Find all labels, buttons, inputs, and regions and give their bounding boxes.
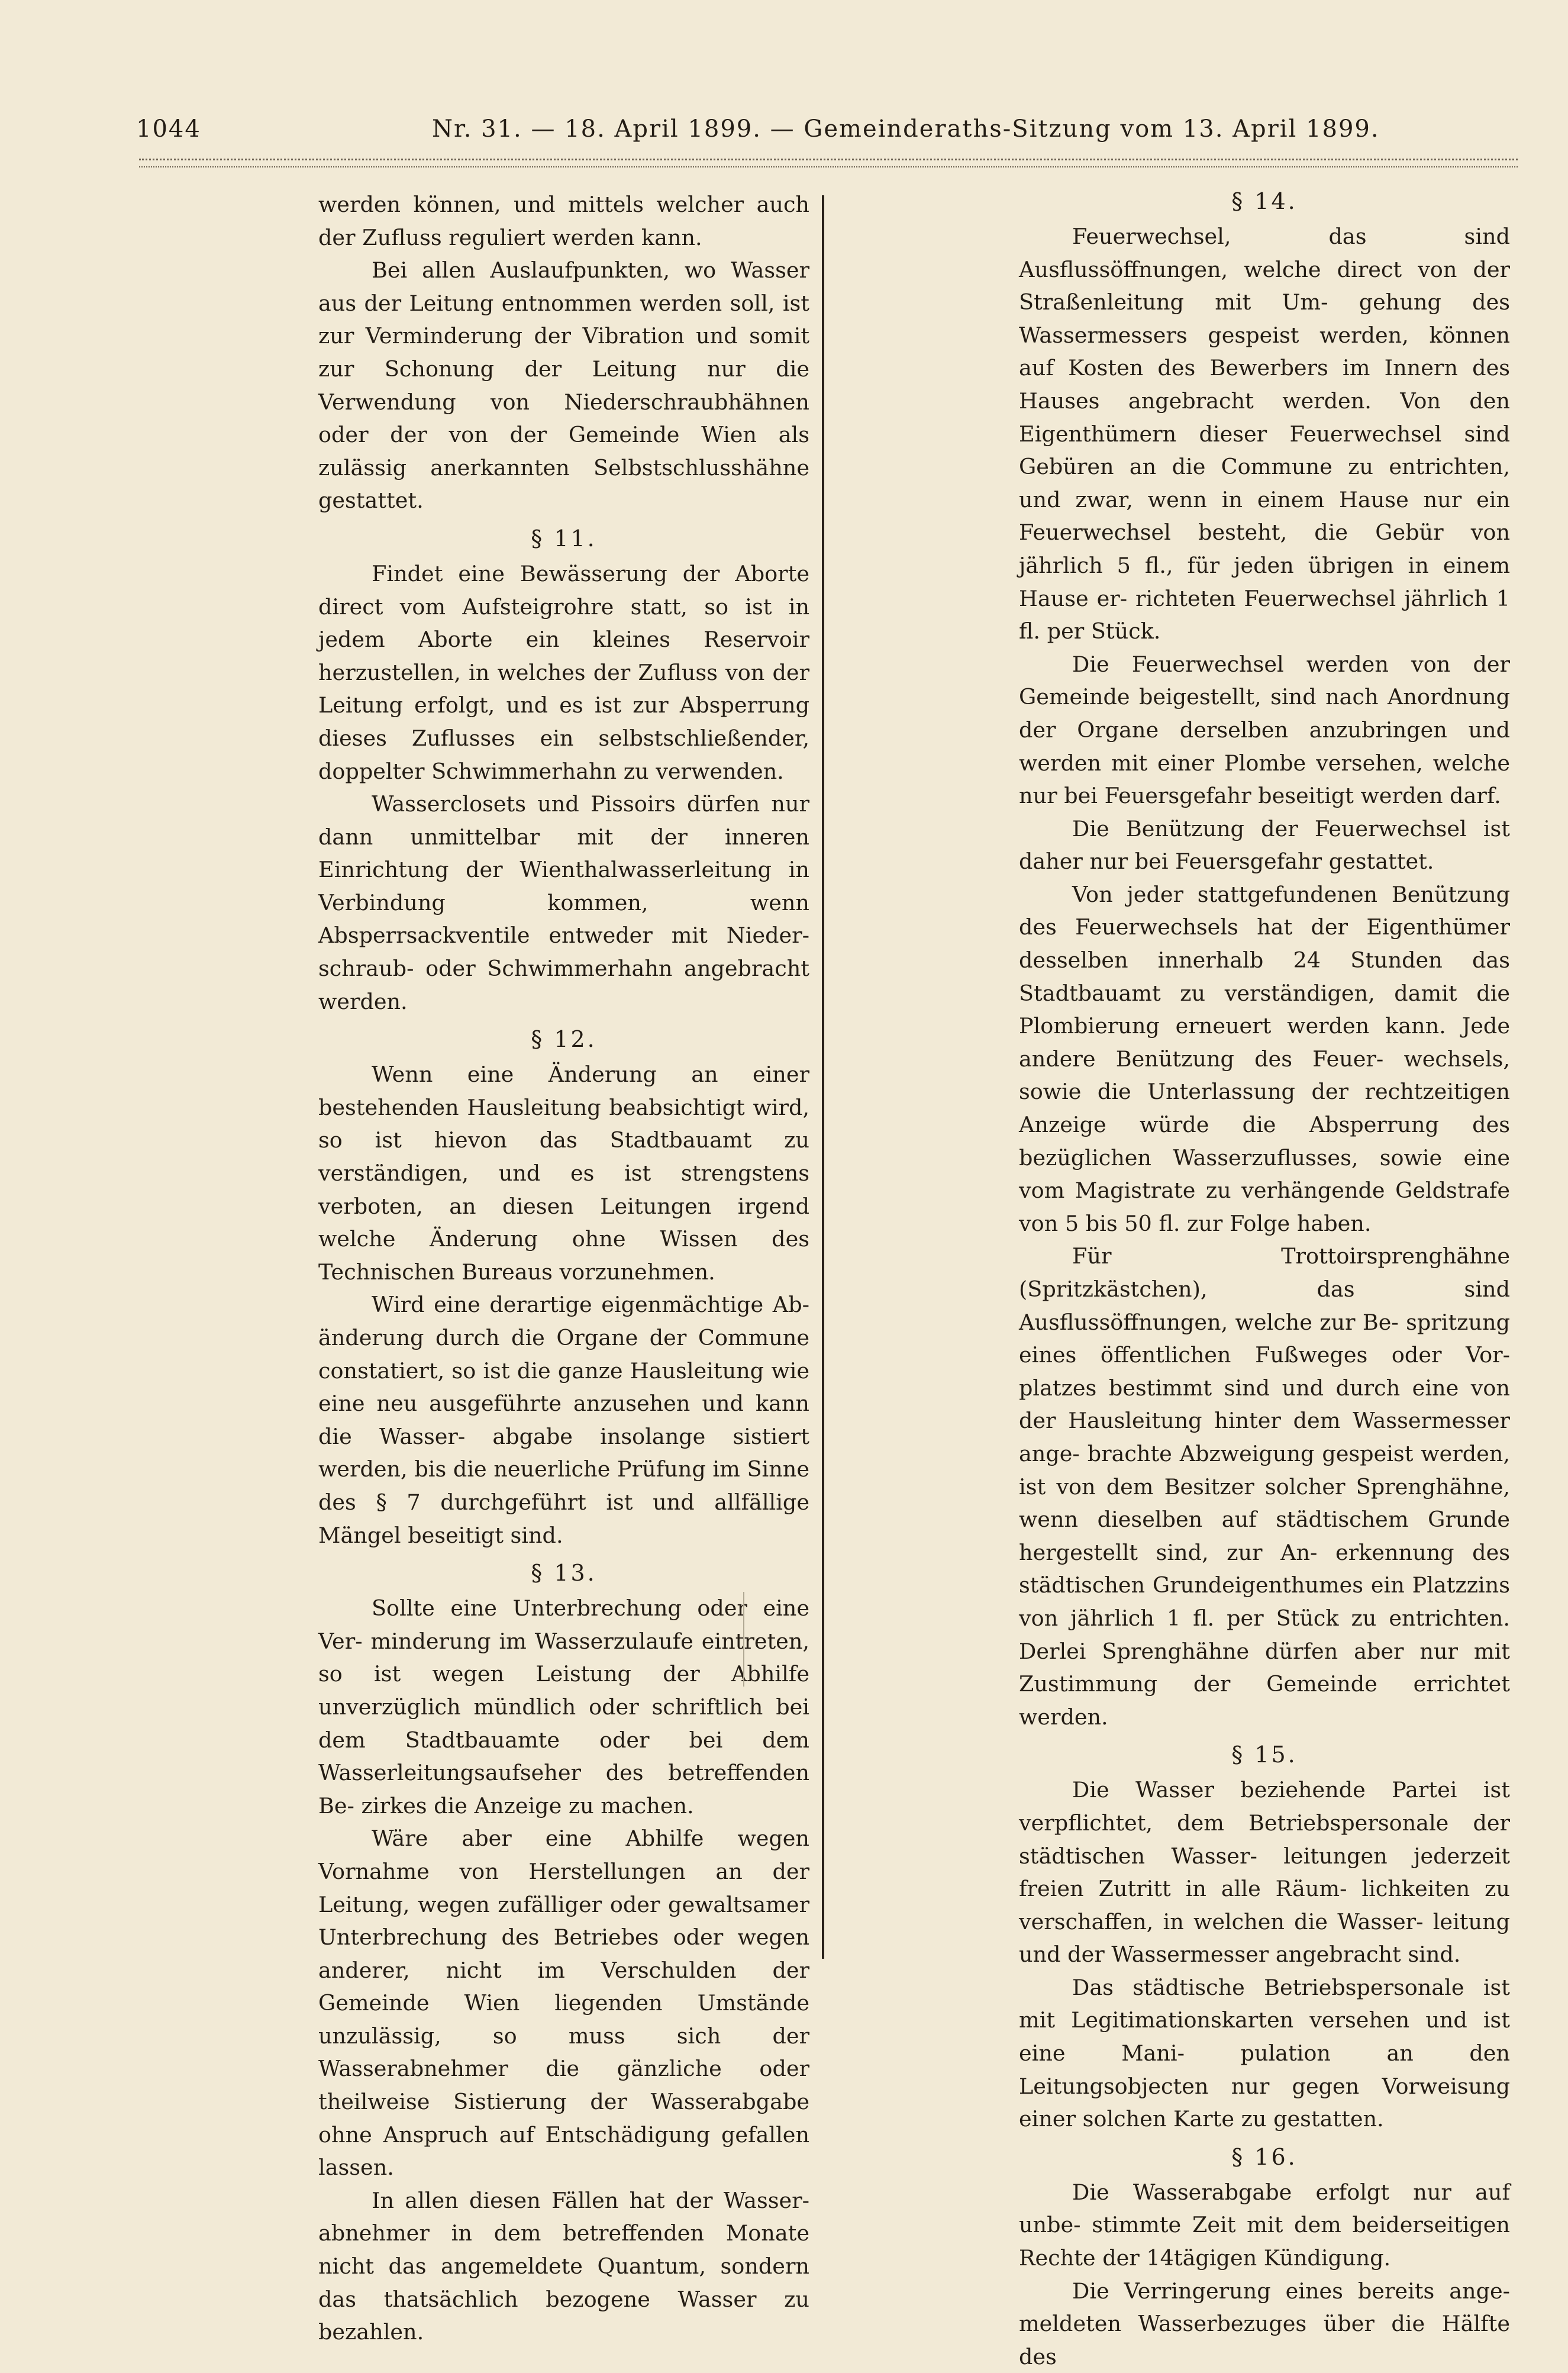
paragraph: Die Verringerung eines bereits ange- meldeten Wasserbezuges über die Hälfte des (1019, 2278, 1510, 2369)
paragraph: Sollte eine Unterbrechung oder eine Ver- minderung im Wasserzulaufe eintreten, so ist wegen Leistung der Abhilfe unverzüglich mündlich oder schriftlich bei dem Stadtbauamte oder bei dem Wasserleitungsaufseher des betreffenden Be- zirkes die Anzeige zu machen. (318, 1595, 809, 1819)
section-heading-15: § 15. (1231, 1742, 1298, 1768)
paragraph: Die Feuerwechsel werden von der Gemeinde beigestellt, sind nach Anordnung der Organe derselben anzubringen und werden mit einer Plombe versehen, welche nur bei Feuersgefahr beseitigt werden darf. (1019, 651, 1510, 809)
right-column (1019, 188, 1510, 2373)
header-title: Nr. 31. — 18. April 1899. — Gemeinderaths-Sitzung vom 13. April 1899. (432, 115, 1380, 143)
paragraph: werden können, und mittels welcher auch der Zufluss reguliert werden kann. (318, 192, 809, 250)
paragraph: Wenn eine Änderung an einer bestehenden Hausleitung beabsichtigt wird, so ist hievon das Stadtbauamt zu verständigen, und es ist strengstens verboten, an diesen Leitungen irgend welche Änderung ohne Wissen des Technischen Bureaus vorzunehmen. (318, 1062, 809, 1285)
paragraph: Von jeder stattgefundenen Benützung des Feuerwechsels hat der Eigenthümer desselben innerhalb 24 Stunden das Stadtbauamt zu verständigen, damit die Plombierung erneuert werden kann. Jede andere Benützung des Feuer- wechsels, sowie die Unterlassung der rechtzeitigen Anzeige würde die Absperrung des bezüglichen Wasserzuflusses, sowie eine vom Magistrate zu verhängende Geldstrafe von 5 bis 50 fl. zur Folge haben. (1019, 881, 1510, 1236)
paragraph: In allen diesen Fällen hat der Wasser- abnehmer in dem betreffenden Monate nicht das angemeldete Quantum, sondern das thatsächlich bezogene Wasser zu bezahlen. (318, 2187, 809, 2345)
section-heading-12: § 12. (531, 1026, 597, 1053)
margin-mark (743, 1592, 744, 1687)
column-divider (822, 195, 824, 1959)
page-header (136, 115, 1438, 151)
paragraph: Feuerwechsel, das sind Ausflussöffnungen, welche direct von der Straßenleitung mit Um- gehung des Wassermessers gespeist werden, können auf Kosten des Bewerbers im Innern des Hauses angebracht werden. Von den Eigenthümern dieser Feuerwechsel sind Gebüren an die Commune zu entrichten, und zwar, wenn in einem Hause nur ein Feuerwechsel besteht, die Gebür von jährlich 5 fl., für jeden übrigen in einem Hause er- richteten Feuerwechsel jährlich 1 fl. per Stück. (1019, 224, 1510, 644)
paragraph: Wird eine derartige eigenmächtige Ab- änderung durch die Organe der Commune constatiert, so ist die ganze Hausleitung wie eine neu ausgeführte anzusehen und kann die Wasser- abgabe insolange sistiert werden, bis die neuerliche Prüfung im Sinne des § 7 durchgeführt ist und allfällige Mängel beseitigt sind. (318, 1292, 809, 1548)
paragraph: Wasserclosets und Pissoirs dürfen nur dann unmittelbar mit der inneren Einrichtung der Wienthalwasserleitung in Verbindung kommen, wenn Absperrsackventile entweder mit Nieder- schraub- oder Schwimmerhahn angebracht werden. (318, 791, 809, 1014)
section-heading-16: § 16. (1231, 2143, 1298, 2170)
paragraph: Bei allen Auslaufpunkten, wo Wasser aus der Leitung entnommen werden soll, ist zur Verminderung der Vibration und somit zur Schonung der Leitung nur die Verwendung von Niederschraubhähnen oder der von der Gemeinde Wien als zulässig anerkannten Selbstschlusshähne gestattet. (318, 257, 809, 514)
section-heading-14: § 14. (1231, 188, 1298, 214)
paragraph: Die Wasserabgabe erfolgt nur auf unbe- stimmte Zeit mit dem beiderseitigen Rechte der 14tägigen Kündigung. (1019, 2179, 1510, 2271)
section-heading-11: § 11. (531, 525, 597, 552)
paragraph: Die Wasser beziehende Partei ist verpflichtet, dem Betriebspersonale der städtischen Wasser- leitungen jederzeit freien Zutritt in alle Räum- lichkeiten zu verschaffen, in welchen die Wasser- leitung und der Wassermesser angebracht sind. (1019, 1777, 1510, 1968)
header-rule (139, 159, 1518, 167)
paragraph: Die Benützung der Feuerwechsel ist daher nur bei Feuersgefahr gestattet. (1019, 815, 1510, 875)
page-number: 1044 (136, 115, 201, 143)
paragraph: Das städtische Betriebspersonale ist mit Legitimationskarten versehen und ist eine Mani- pulation an den Leitungsobjecten nur gegen Vorweisung einer solchen Karte zu gestatten. (1019, 1974, 1510, 2132)
left-column (318, 188, 809, 2349)
paragraph: Wäre aber eine Abhilfe wegen Vornahme von Herstellungen an der Leitung, wegen zufälliger oder gewaltsamer Unterbrechung des Betriebes oder wegen anderer, nicht im Verschulden der Gemeinde Wien liegenden Umstände unzulässig, so muss sich der Wasserabnehmer die gänzliche oder theilweise Sistierung der Wasserabgabe ohne Anspruch auf Entschädigung gefallen lassen. (318, 1826, 809, 2181)
paragraph: Findet eine Bewässerung der Aborte direct vom Aufsteigrohre statt, so ist in jedem Aborte ein kleines Reservoir herzustellen, in welches der Zufluss von der Leitung erfolgt, und es ist zur Absperrung dieses Zuflusses ein selbstschließender, doppelter Schwimmerhahn zu verwenden. (318, 560, 809, 784)
section-heading-13: § 13. (531, 1560, 597, 1587)
paragraph: Für Trottoirsprenghähne (Spritzkästchen), das sind Ausflussöffnungen, welche zur Be- spritzung eines öffentlichen Fußweges oder Vor- platzes bestimmt sind und durch eine von der Hausleitung hinter dem Wassermesser ange- brachte Abzweigung gespeist werden, ist von dem Besitzer solcher Sprenghähne, wenn dieselben auf städtischem Grunde hergestellt sind, zur An- erkennung des städtischen Grundeigenthumes ein Platzzins von jährlich 1 fl. per Stück zu entrichten. Derlei Sprenghähne dürfen aber nur mit Zustimmung der Gemeinde errichtet werden. (1019, 1243, 1510, 1730)
